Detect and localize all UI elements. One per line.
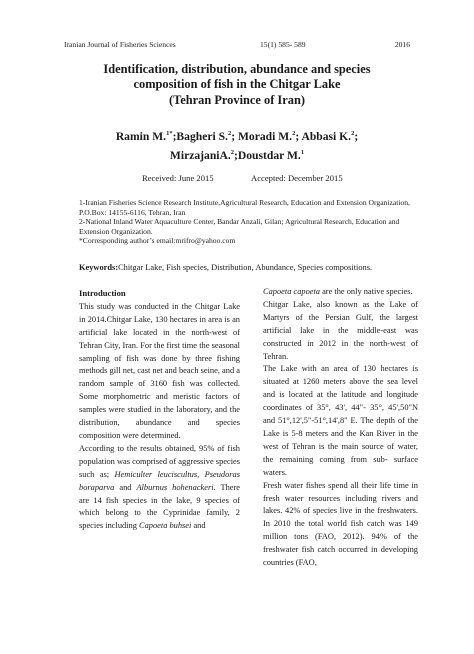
title-line-2: composition of fish in the Chitgar Lake xyxy=(133,77,341,92)
species-name: Hemiculter leuciscultus, Pseudoras boraparva xyxy=(79,469,241,492)
paragraph xyxy=(263,286,418,299)
affiliation-1: 1-Iranian Fisheries Science Research Institute,Agricultural Research, Education and Extension Organization, P.O.Box: 14155-6116, Tehran, Iran xyxy=(79,198,410,217)
received-date: Received: June 2015 xyxy=(142,173,214,183)
keywords-text: Chitgar Lake, Fish species, Distribution, Abundance, Species compositions. xyxy=(118,263,373,272)
keywords xyxy=(79,263,414,272)
author-sup: 1 xyxy=(300,148,305,156)
author-name: ; Abbasi K. xyxy=(295,129,352,143)
author-sup: 1* xyxy=(166,130,173,137)
text-run: and xyxy=(191,521,206,531)
title-line-3: (Tehran Province of Iran) xyxy=(169,92,305,107)
volume-pages: 15(1) 585- 589 xyxy=(260,40,306,49)
author-name: ;Doustdar M. xyxy=(234,148,301,162)
author-sup: 2 xyxy=(230,148,235,156)
species-name: Capoeta buhsei xyxy=(139,521,192,531)
keywords-label: Keywords: xyxy=(79,263,119,272)
paragraph: The Lake with an area of 130 hectares is situated at 1260 meters above the sea level and is located at the latitude and longitude coordinates of 35°, 43', 44"- 35°, 45',50"N and 51°,12',5"-51°,14',8" E. The depth of the Lake is 5-8 meters and the Kan River in the west of Tehran is the main source of water, the remaining coming from sub- surface waters. xyxy=(263,364,418,477)
text-run: and xyxy=(114,482,137,492)
species-name: Alburnus hohenackeri xyxy=(136,482,214,492)
paragraph: Fresh water fishes spend all their life time in fresh water resources including rivers and lakes. 42% of species live in the freshwaters. In 2010 the total world fish catch was 149 million tons (FAO, 2012). 94% of the freshwater fish catch occurred in developing countries (FAO, xyxy=(263,480,418,568)
species-name: Capoeta capoeta xyxy=(263,287,320,296)
running-header xyxy=(64,40,410,52)
author-name: Ramin M. xyxy=(115,129,167,143)
author-line-1 xyxy=(70,126,404,145)
paragraph: This study was conducted in the Chitgar Lake in 2014.Chitgar Lake, 130 hectares in area is an artificial lake located in the north-west of Tehran City, Iran. For the first time the seasonal sampling of fish was done by three fishing methods gill net, cast net and beach seine, and a random sample of 3160 fish was collected. Some morphometric and meristic factors of samples were studied in the laboratory, and the distribution, abundance and species composition were determined. xyxy=(79,301,240,440)
text-run: According to the results obtained, 95% of fish population was comprised of aggressive species such as; xyxy=(79,443,240,479)
paragraph: Chitgar Lake, also known as the Lake of Martyrs of the Persian Gulf, the largest artificial lake in the middle-east was constructed in 2012 in the north-west of Tehran. xyxy=(263,299,418,361)
accepted-date: Accepted: December 2015 xyxy=(251,173,343,183)
text-run: . There are 14 fish species in the lake, 9 species of which belong to the Cyprinidae family, 2 species including xyxy=(79,482,240,531)
author-line-2 xyxy=(70,145,404,164)
author-list xyxy=(70,126,404,164)
author-sup: 2 xyxy=(227,130,232,137)
corresponding-author: *Corresponding author’s email:mrifro@yahoo.com xyxy=(79,236,236,246)
author-sup: 2 xyxy=(292,130,296,137)
author-name: MirzajaniA. xyxy=(169,148,231,162)
paragraph xyxy=(79,443,240,533)
section-heading: Introduction xyxy=(79,288,126,298)
affiliation-2: 2-National Inland Water Aquaculture Center, Bandar Anzali, Gilan; Agricultural Research, Education and Extension Organization. xyxy=(79,217,400,236)
right-column xyxy=(263,286,418,570)
year: 2016 xyxy=(394,40,410,49)
author-separator: ; xyxy=(354,129,359,143)
journal-name: Iranian Journal of Fisheries Sciences xyxy=(64,40,176,49)
text-run: are the only native species. xyxy=(320,287,413,296)
author-sup: 2 xyxy=(351,130,355,137)
title-line-1: Identification, distribution, abundance and species xyxy=(103,62,371,76)
affiliations xyxy=(79,198,410,246)
author-name: ;Bagheri S. xyxy=(172,129,228,143)
paper-title xyxy=(70,62,404,108)
left-column xyxy=(79,287,240,533)
author-name: ; Moradi M. xyxy=(231,129,293,143)
